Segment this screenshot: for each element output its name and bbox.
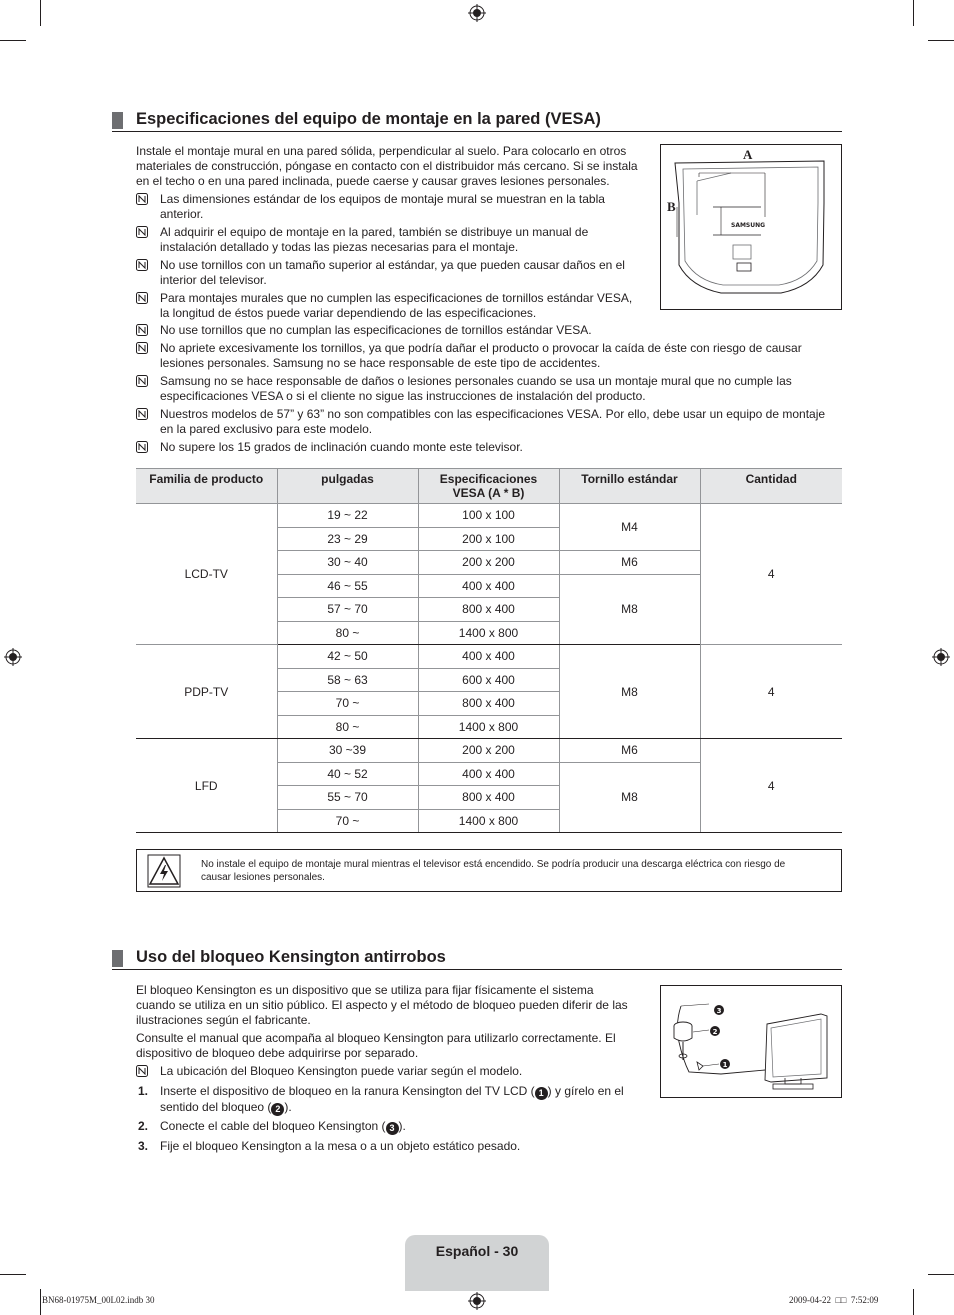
note-text: No supere los 15 grados de inclinación cuando monte este televisor. [160,440,523,454]
table-cell: 800 x 400 [418,692,559,716]
crop-mark [913,0,914,26]
note-icon [136,375,148,387]
table-cell: 57 ~ 70 [277,598,418,622]
table-cell: 42 ~ 50 [277,645,418,669]
quantity-cell: 4 [700,504,842,645]
dimension-a-label: A [743,147,753,162]
screw-cell: M8 [559,645,700,739]
note-text: en la pared exclusivo para este modelo. [160,422,373,436]
registration-mark-icon [468,1292,486,1310]
quantity-cell: 4 [700,739,842,833]
file-info: BN68-01975M_00L02.indb 30 [42,1295,155,1305]
table-cell: 40 ~ 52 [277,762,418,786]
warning-box [136,849,842,892]
note-icon [136,193,148,205]
note-icon [136,1065,148,1077]
warning-text: No instale el equipo de montaje mural mientras el televisor está encendido. Se podría producir una descarga eléctrica con riesgo de causar lesiones personales. [201,859,786,883]
family-cell: LCD-TV [136,504,277,645]
note-icon [136,441,148,453]
table-cell: 46 ~ 55 [277,574,418,598]
table-cell: 400 x 400 [418,574,559,598]
intro-paragraph: Instale el montaje mural en una pared sólida, perpendicular al suelo. Para colocarlo en otros materiales de construcción, póngase en contacto con el distribuidor más cercano. Si se instala en el techo o en una pared inclinada, puede caerse y causar graves lesiones personales. [136,144,638,188]
kensington-figure [660,985,842,1098]
crop-mark [928,40,954,41]
table-cell: 200 x 100 [418,527,559,551]
kensington-intro-2: Consulte el manual que acompaña al bloqueo Kensington para utilizarlo correctamente. El dispositivo de bloqueo debe adquirirse por separado. [136,1031,616,1060]
table-cell: 400 x 400 [418,645,559,669]
note-text: No apriete excesivamente los tornillos, ya que podría dañar el producto o provocar la caída de éste con riesgo de causar [160,341,802,355]
note-text: interior del televisor. [160,273,267,287]
crop-mark [0,1274,26,1275]
section-title: Uso del bloqueo Kensington antirrobos [136,948,446,966]
note-icon [136,292,148,304]
tv-back-illustration [661,145,841,309]
table-cell: 55 ~ 70 [277,786,418,810]
circled-number-3-icon: 3 [386,1122,399,1135]
note-text: especificaciones VESA o si el cliente no sigue las instrucciones de instalación del producto. [160,389,646,403]
table-cell: 400 x 400 [418,762,559,786]
note-icon [136,259,148,271]
registration-mark-icon [4,648,22,666]
circled-number-1-icon: 1 [535,1087,548,1100]
table-cell: 200 x 200 [418,551,559,575]
crop-mark [40,1289,41,1315]
table-cell: 1400 x 800 [418,621,559,645]
electric-shock-warning-icon [147,854,181,888]
table-cell: 70 ~ [277,692,418,716]
screw-cell: M8 [559,762,700,833]
crop-mark [928,1274,954,1275]
section-title: Especificaciones del equipo de montaje en la pared (VESA) [136,110,601,128]
registration-mark-icon [468,4,486,22]
column-header: pulgadas [277,469,418,504]
section-heading-kensington [112,948,842,970]
note-text: instalación detallado y todas las piezas necesarias para el montaje. [160,240,519,254]
screw-cell: M8 [559,574,700,645]
page-number: Español - 30 [435,1243,519,1259]
screw-cell: M4 [559,504,700,551]
column-header: Especificaciones VESA (A * B) [418,469,559,504]
crop-mark [40,0,41,26]
heading-bar [112,112,123,129]
table-row [136,739,842,763]
figure-number-2: 2 [712,1028,718,1036]
table-row [136,645,842,669]
vesa-spec-table [136,468,842,833]
kensington-lock-illustration [661,986,841,1097]
family-cell: LFD [136,739,277,833]
page-number-tab [405,1235,549,1291]
note-text: Nuestros modelos de 57” y 63” no son compatibles con las especificaciones VESA. Por ello, debe usar un equipo de montaje [160,407,826,421]
note-icon [136,226,148,238]
circled-number-2-icon: 2 [271,1103,284,1116]
print-date: 2009-04-22 □□ 7:52:09 [789,1295,879,1305]
table-cell: 200 x 200 [418,739,559,763]
table-cell: 19 ~ 22 [277,504,418,528]
table-cell: 1400 x 800 [418,715,559,739]
crop-mark [0,40,26,41]
table-cell: 1400 x 800 [418,809,559,833]
table-cell: 30 ~39 [277,739,418,763]
dimension-b-label: B [667,199,676,214]
column-header: Cantidad [700,469,842,504]
note-text: Samsung no se hace responsable de daños o lesiones personales cuando se usa un montaje mural que no cumple las [160,374,792,388]
note-text: lesiones personales. Samsung no se hace responsable de este tipo de accidentes. [160,356,601,370]
column-header: Tornillo estándar [559,469,700,504]
table-cell: 30 ~ 40 [277,551,418,575]
family-cell: PDP-TV [136,645,277,739]
figure-number-1: 1 [722,1061,728,1069]
registration-mark-icon [932,648,950,666]
note-text: Para montajes murales que no cumplen las especificaciones de tornillos estándar VESA, [160,291,633,305]
table-row [136,504,842,528]
column-header: Familia de producto [136,469,277,504]
figure-number-3: 3 [716,1007,722,1015]
quantity-cell: 4 [700,645,842,739]
table-cell: 23 ~ 29 [277,527,418,551]
note-text: anterior. [160,207,204,221]
table-cell: 58 ~ 63 [277,668,418,692]
note-text: No use tornillos que no cumplan las especificaciones de tornillos estándar VESA. [160,323,592,337]
section-heading-vesa [112,110,842,132]
heading-bar [112,950,123,967]
kensington-intro: El bloqueo Kensington es un dispositivo que se utiliza para fijar físicamente el sistema cuando se utiliza en un sitio público. El aspecto y el método de bloqueo pueden diferir de las ilustraciones según el fabricante. [136,983,628,1027]
table-cell: 800 x 400 [418,786,559,810]
note-icon [136,342,148,354]
brand-label: SAMSUNG [731,222,766,229]
table-cell: 80 ~ [277,621,418,645]
screw-cell: M6 [559,551,700,575]
note-icon [136,408,148,420]
table-cell: 100 x 100 [418,504,559,528]
crop-mark [913,1289,914,1315]
table-header-row [136,469,842,504]
note-icon [136,324,148,336]
table-cell: 600 x 400 [418,668,559,692]
note-text: Al adquirir el equipo de montaje en la pared, también se distribuye un manual de [160,225,589,239]
screw-cell: M6 [559,739,700,763]
note-text: Las dimensiones estándar de los equipos de montaje mural se muestran en la tabla [160,192,605,206]
table-cell: 70 ~ [277,809,418,833]
note-text: la longitud de éstos puede variar dependiendo de las especificaciones. [160,306,537,320]
vesa-figure [660,144,842,310]
table-cell: 80 ~ [277,715,418,739]
table-cell: 800 x 400 [418,598,559,622]
note-text: No use tornillos con un tamaño superior al estándar, ya que pueden causar daños en el [160,258,625,272]
